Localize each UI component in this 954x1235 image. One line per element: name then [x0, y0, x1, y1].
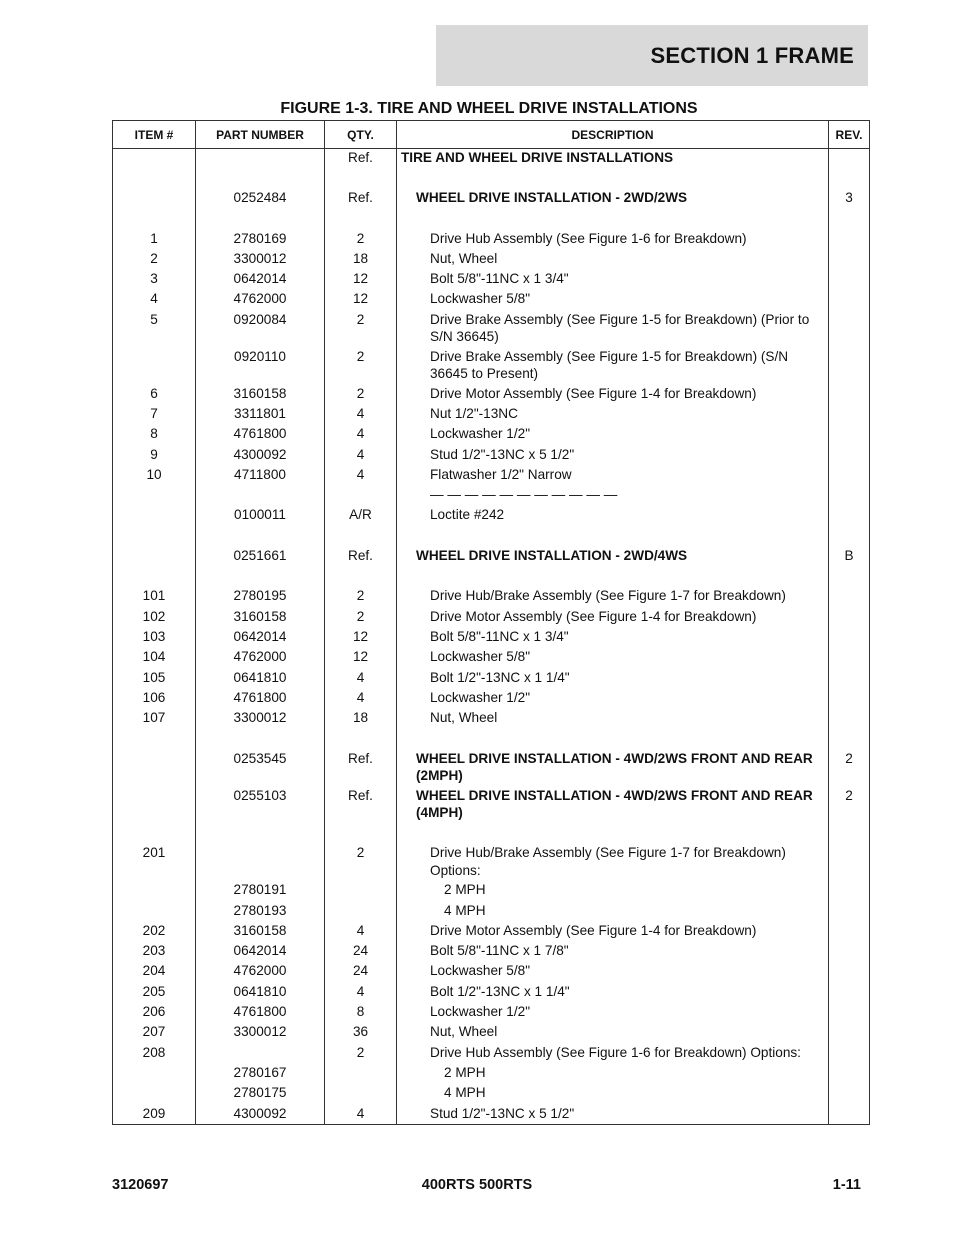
- item-cell: 6: [113, 385, 196, 405]
- part-number-cell: 4762000: [196, 962, 325, 982]
- table-row: [113, 942, 870, 962]
- qty-cell: 4: [325, 446, 397, 466]
- part-number-cell: 0255103: [196, 787, 325, 845]
- description-cell: Nut, Wheel: [397, 250, 829, 270]
- part-number-cell: 0642014: [196, 628, 325, 648]
- item-cell: [113, 348, 196, 385]
- part-number-cell: 2780193: [196, 902, 325, 922]
- item-cell: 205: [113, 983, 196, 1003]
- description-cell: Loctite #242: [397, 506, 829, 547]
- qty-cell: [325, 1084, 397, 1104]
- description-cell: Stud 1/2"-13NC x 5 1/2": [397, 446, 829, 466]
- description-cell: 4 MPH: [397, 902, 829, 922]
- qty-cell: 36: [325, 1023, 397, 1043]
- qty-cell: 12: [325, 290, 397, 310]
- qty-cell: 8: [325, 1003, 397, 1023]
- part-number-cell: 2780169: [196, 230, 325, 250]
- footer-model: 400RTS 500RTS: [421, 1177, 533, 1193]
- item-cell: 10: [113, 466, 196, 486]
- qty-cell: Ref.: [325, 547, 397, 588]
- item-cell: 5: [113, 311, 196, 348]
- part-number-cell: 0100011: [196, 506, 325, 547]
- description-cell: Lockwasher 5/8": [397, 290, 829, 310]
- table-row: [113, 881, 870, 901]
- qty-cell: 4: [325, 466, 397, 486]
- item-cell: 4: [113, 290, 196, 310]
- qty-cell: 2: [325, 587, 397, 607]
- part-number-cell: 3160158: [196, 922, 325, 942]
- qty-cell: [325, 1064, 397, 1084]
- qty-cell: Ref.: [325, 787, 397, 845]
- qty-cell: 2: [325, 1044, 397, 1064]
- item-cell: [113, 881, 196, 901]
- qty-cell: 2: [325, 385, 397, 405]
- part-number-cell: 3300012: [196, 1023, 325, 1043]
- item-cell: 203: [113, 942, 196, 962]
- item-cell: 103: [113, 628, 196, 648]
- item-cell: 201: [113, 844, 196, 881]
- rev-cell: [829, 922, 870, 942]
- part-number-cell: 4762000: [196, 290, 325, 310]
- description-cell: Flatwasher 1/2" Narrow: [397, 466, 829, 486]
- rev-cell: 3: [829, 189, 870, 230]
- part-number-cell: [196, 1044, 325, 1064]
- qty-cell: 12: [325, 270, 397, 290]
- rev-cell: [829, 648, 870, 668]
- rev-cell: 2: [829, 750, 870, 787]
- rev-cell: [829, 385, 870, 405]
- part-number-cell: 0253545: [196, 750, 325, 787]
- table-row: [113, 648, 870, 668]
- table-row: [113, 628, 870, 648]
- description-cell: Lockwasher 5/8": [397, 648, 829, 668]
- qty-cell: 2: [325, 230, 397, 250]
- qty-cell: 4: [325, 405, 397, 425]
- item-cell: 104: [113, 648, 196, 668]
- description-cell: Nut 1/2"-13NC: [397, 405, 829, 425]
- figure-title: FIGURE 1-3. TIRE AND WHEEL DRIVE INSTALLATIONS: [280, 100, 698, 117]
- rev-cell: [829, 270, 870, 290]
- rev-cell: [829, 983, 870, 1003]
- item-cell: [113, 506, 196, 547]
- qty-cell: 4: [325, 922, 397, 942]
- item-cell: 8: [113, 425, 196, 445]
- qty-cell: 2: [325, 311, 397, 348]
- rev-cell: [829, 689, 870, 709]
- table-row: [113, 787, 870, 845]
- description-cell: Drive Brake Assembly (See Figure 1-5 for Breakdown) (S/N 36645 to Present): [397, 348, 829, 385]
- qty-cell: 4: [325, 689, 397, 709]
- part-number-cell: 0641810: [196, 983, 325, 1003]
- rev-cell: [829, 446, 870, 466]
- table-row: [113, 149, 870, 190]
- rev-cell: [829, 466, 870, 486]
- rev-cell: [829, 881, 870, 901]
- table-row: [113, 1023, 870, 1043]
- rev-cell: [829, 250, 870, 270]
- description-cell: WHEEL DRIVE INSTALLATION - 2WD/4WS: [397, 547, 829, 588]
- qty-cell: 12: [325, 648, 397, 668]
- part-number-cell: 4761800: [196, 425, 325, 445]
- qty-cell: Ref.: [325, 750, 397, 787]
- item-cell: 7: [113, 405, 196, 425]
- qty-cell: 24: [325, 962, 397, 982]
- part-number-cell: 0251661: [196, 547, 325, 588]
- description-cell: TIRE AND WHEEL DRIVE INSTALLATIONS: [397, 149, 829, 190]
- table-row: [113, 902, 870, 922]
- qty-cell: 18: [325, 709, 397, 750]
- rev-cell: [829, 608, 870, 628]
- part-number-cell: [196, 486, 325, 506]
- rev-cell: [829, 425, 870, 445]
- description-cell: Drive Hub Assembly (See Figure 1-6 for Breakdown): [397, 230, 829, 250]
- rev-cell: [829, 405, 870, 425]
- rev-cell: [829, 1105, 870, 1125]
- table-row: [113, 750, 870, 787]
- parts-table: [112, 120, 870, 1125]
- table-row: [113, 250, 870, 270]
- table-row: [113, 425, 870, 445]
- part-number-cell: 4300092: [196, 1105, 325, 1125]
- description-cell: Bolt 1/2"-13NC x 1 1/4": [397, 669, 829, 689]
- rev-cell: [829, 669, 870, 689]
- table-row: [113, 270, 870, 290]
- item-cell: 9: [113, 446, 196, 466]
- description-cell: — — — — — — — — — — —: [397, 486, 829, 506]
- rev-cell: [829, 290, 870, 310]
- qty-cell: 18: [325, 250, 397, 270]
- description-cell: WHEEL DRIVE INSTALLATION - 4WD/2WS FRONT AND REAR (2MPH): [397, 750, 829, 787]
- table-row: [113, 506, 870, 547]
- table-row: [113, 709, 870, 750]
- rev-cell: [829, 1044, 870, 1064]
- qty-cell: A/R: [325, 506, 397, 547]
- parts-table-body: [113, 149, 870, 1125]
- table-row: [113, 844, 870, 881]
- rev-cell: [829, 486, 870, 506]
- item-cell: 207: [113, 1023, 196, 1043]
- part-number-cell: 3300012: [196, 250, 325, 270]
- table-row: [113, 962, 870, 982]
- item-cell: 209: [113, 1105, 196, 1125]
- part-number-cell: 4761800: [196, 1003, 325, 1023]
- table-row: [113, 689, 870, 709]
- qty-cell: Ref.: [325, 149, 397, 190]
- description-cell: WHEEL DRIVE INSTALLATION - 4WD/2WS FRONT AND REAR (4MPH): [397, 787, 829, 845]
- description-cell: Bolt 5/8"-11NC x 1 7/8": [397, 942, 829, 962]
- item-cell: [113, 750, 196, 787]
- rev-cell: 2: [829, 787, 870, 845]
- description-cell: Drive Hub Assembly (See Figure 1-6 for Breakdown) Options:: [397, 1044, 829, 1064]
- part-number-cell: [196, 844, 325, 881]
- rev-cell: [829, 942, 870, 962]
- table-row: [113, 1064, 870, 1084]
- column-header-rev: REV.: [829, 121, 870, 149]
- description-cell: Bolt 5/8"-11NC x 1 3/4": [397, 270, 829, 290]
- qty-cell: 2: [325, 348, 397, 385]
- table-row: [113, 1105, 870, 1125]
- qty-cell: 24: [325, 942, 397, 962]
- item-cell: 3: [113, 270, 196, 290]
- part-number-cell: 2780191: [196, 881, 325, 901]
- qty-cell: 2: [325, 844, 397, 881]
- item-cell: [113, 902, 196, 922]
- rev-cell: B: [829, 547, 870, 588]
- rev-cell: [829, 628, 870, 648]
- item-cell: 202: [113, 922, 196, 942]
- description-cell: 4 MPH: [397, 1084, 829, 1104]
- part-number-cell: 0920110: [196, 348, 325, 385]
- description-cell: Bolt 1/2"-13NC x 1 1/4": [397, 983, 829, 1003]
- qty-cell: 4: [325, 669, 397, 689]
- description-cell: Bolt 5/8"-11NC x 1 3/4": [397, 628, 829, 648]
- part-number-cell: 3160158: [196, 608, 325, 628]
- item-cell: 105: [113, 669, 196, 689]
- table-row: [113, 608, 870, 628]
- rev-cell: [829, 587, 870, 607]
- rev-cell: [829, 1023, 870, 1043]
- part-number-cell: 0252484: [196, 189, 325, 230]
- qty-cell: 4: [325, 1105, 397, 1125]
- qty-cell: [325, 486, 397, 506]
- rev-cell: [829, 902, 870, 922]
- table-row: [113, 290, 870, 310]
- item-cell: [113, 1084, 196, 1104]
- part-number-cell: [196, 149, 325, 190]
- description-cell: Drive Motor Assembly (See Figure 1-4 for Breakdown): [397, 608, 829, 628]
- item-cell: [113, 486, 196, 506]
- part-number-cell: 2780167: [196, 1064, 325, 1084]
- part-number-cell: 4761800: [196, 689, 325, 709]
- rev-cell: [829, 1084, 870, 1104]
- qty-cell: 4: [325, 425, 397, 445]
- rev-cell: [829, 1003, 870, 1023]
- item-cell: 106: [113, 689, 196, 709]
- table-row: [113, 922, 870, 942]
- part-number-cell: 0642014: [196, 942, 325, 962]
- table-row: [113, 405, 870, 425]
- part-number-cell: 0920084: [196, 311, 325, 348]
- section-title: SECTION 1 FRAME: [650, 42, 854, 68]
- table-row: [113, 587, 870, 607]
- description-cell: WHEEL DRIVE INSTALLATION - 2WD/2WS: [397, 189, 829, 230]
- description-cell: Drive Motor Assembly (See Figure 1-4 for Breakdown): [397, 922, 829, 942]
- item-cell: [113, 189, 196, 230]
- table-row: [113, 466, 870, 486]
- rev-cell: [829, 709, 870, 750]
- description-cell: Lockwasher 1/2": [397, 1003, 829, 1023]
- item-cell: [113, 547, 196, 588]
- column-header-description: DESCRIPTION: [397, 121, 829, 149]
- description-cell: Drive Hub/Brake Assembly (See Figure 1-7 for Breakdown): [397, 587, 829, 607]
- part-number-cell: 2780175: [196, 1084, 325, 1104]
- qty-cell: [325, 902, 397, 922]
- table-row: [113, 385, 870, 405]
- rev-cell: [829, 506, 870, 547]
- table-row: [113, 486, 870, 506]
- column-header-part-number: PART NUMBER: [196, 121, 325, 149]
- rev-cell: [829, 962, 870, 982]
- description-cell: Drive Brake Assembly (See Figure 1-5 for Breakdown) (Prior to S/N 36645): [397, 311, 829, 348]
- item-cell: 1: [113, 230, 196, 250]
- description-cell: Lockwasher 5/8": [397, 962, 829, 982]
- item-cell: 208: [113, 1044, 196, 1064]
- table-row: [113, 1003, 870, 1023]
- table-row: [113, 446, 870, 466]
- table-row: [113, 230, 870, 250]
- description-cell: Nut, Wheel: [397, 709, 829, 750]
- item-cell: 204: [113, 962, 196, 982]
- table-row: [113, 1084, 870, 1104]
- description-cell: Stud 1/2"-13NC x 5 1/2": [397, 1105, 829, 1125]
- footer-page-number: 1-11: [832, 1177, 861, 1193]
- part-number-cell: 0641810: [196, 669, 325, 689]
- item-cell: [113, 1064, 196, 1084]
- item-cell: [113, 149, 196, 190]
- table-row: [113, 983, 870, 1003]
- item-cell: [113, 787, 196, 845]
- description-cell: Lockwasher 1/2": [397, 425, 829, 445]
- qty-cell: 12: [325, 628, 397, 648]
- table-row: [113, 189, 870, 230]
- qty-cell: [325, 881, 397, 901]
- rev-cell: [829, 1064, 870, 1084]
- description-cell: Lockwasher 1/2": [397, 689, 829, 709]
- item-cell: 2: [113, 250, 196, 270]
- rev-cell: [829, 311, 870, 348]
- part-number-cell: 3300012: [196, 709, 325, 750]
- item-cell: 102: [113, 608, 196, 628]
- part-number-cell: 4711800: [196, 466, 325, 486]
- description-cell: 2 MPH: [397, 881, 829, 901]
- column-header-qty: QTY.: [325, 121, 397, 149]
- part-number-cell: 4300092: [196, 446, 325, 466]
- part-number-cell: 2780195: [196, 587, 325, 607]
- column-header-item: ITEM #: [113, 121, 196, 149]
- table-row: [113, 547, 870, 588]
- table-row: [113, 311, 870, 348]
- rev-cell: [829, 348, 870, 385]
- item-cell: 107: [113, 709, 196, 750]
- description-cell: Nut, Wheel: [397, 1023, 829, 1043]
- qty-cell: 4: [325, 983, 397, 1003]
- section-header: [436, 25, 868, 86]
- qty-cell: Ref.: [325, 189, 397, 230]
- item-cell: 206: [113, 1003, 196, 1023]
- rev-cell: [829, 844, 870, 881]
- part-number-cell: 3311801: [196, 405, 325, 425]
- description-cell: 2 MPH: [397, 1064, 829, 1084]
- table-row: [113, 1044, 870, 1064]
- part-number-cell: 3160158: [196, 385, 325, 405]
- item-cell: 101: [113, 587, 196, 607]
- table-header-row: [113, 121, 870, 149]
- part-number-cell: 4762000: [196, 648, 325, 668]
- rev-cell: [829, 230, 870, 250]
- table-row: [113, 348, 870, 385]
- table-row: [113, 669, 870, 689]
- part-number-cell: 0642014: [196, 270, 325, 290]
- description-cell: Drive Motor Assembly (See Figure 1-4 for Breakdown): [397, 385, 829, 405]
- footer-doc-number: 3120697: [112, 1177, 169, 1193]
- rev-cell: [829, 149, 870, 190]
- description-cell: Drive Hub/Brake Assembly (See Figure 1-7 for Breakdown) Options:: [397, 844, 829, 881]
- qty-cell: 2: [325, 608, 397, 628]
